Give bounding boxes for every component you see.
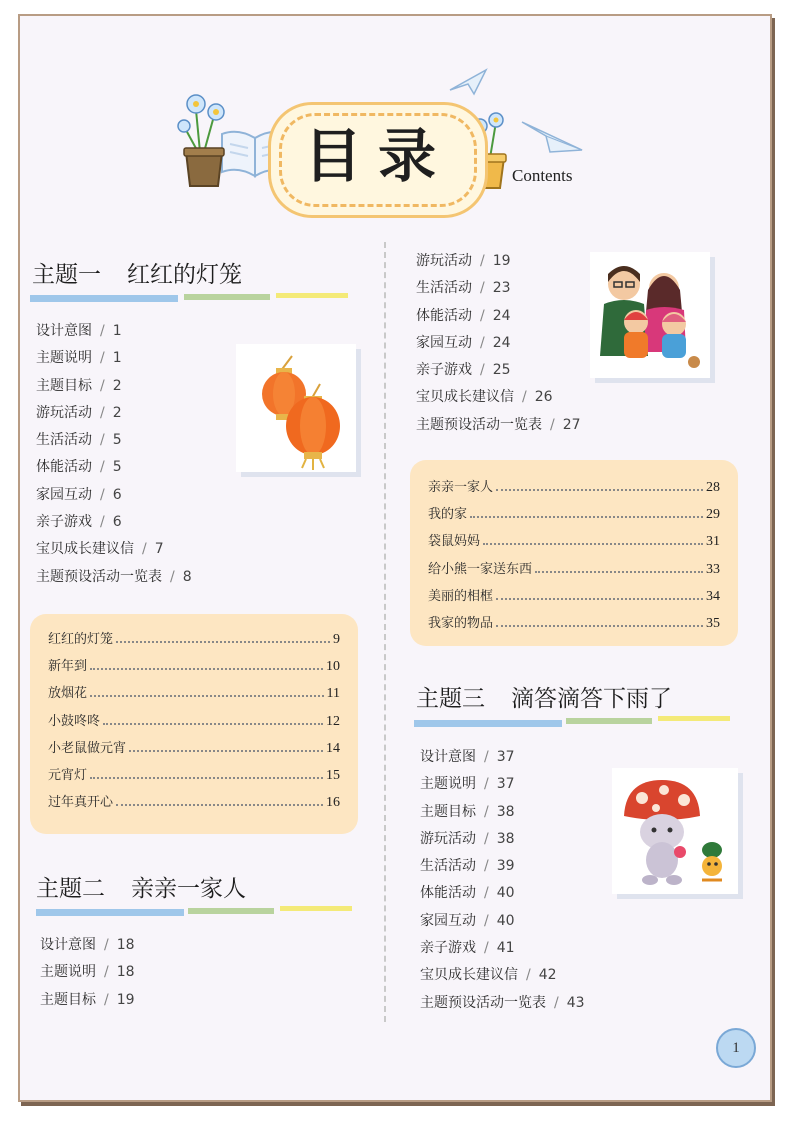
theme3-bar-green (566, 718, 652, 724)
theme3-bar-blue (414, 720, 562, 727)
activity-item-page: 14 (326, 740, 340, 756)
theme1-number: 主题一 (32, 262, 101, 288)
toc-item-separator: / (484, 912, 489, 929)
toc-item-page: 37 (496, 776, 515, 793)
toc-item-separator: / (142, 541, 147, 558)
toc-item-page: 40 (496, 885, 515, 902)
toc-item-separator: / (100, 323, 105, 339)
activity-item-page: 11 (326, 686, 340, 702)
toc-item-page: 6 (112, 486, 122, 503)
toc-item-label: 主题目标 (420, 803, 476, 820)
toc-item-separator: / (100, 514, 105, 531)
toc-item-label: 主题目标 (36, 377, 92, 394)
toc-item-page: 23 (492, 280, 511, 297)
paper-plane-icon (448, 68, 488, 96)
activity-item[interactable] (48, 653, 340, 680)
activity-item[interactable] (48, 789, 340, 816)
theme1-bar-yellow (276, 293, 348, 298)
activity-item-label: 元宵灯 (48, 767, 88, 783)
theme2-toc-list-right (416, 248, 581, 439)
activity-item-page: 28 (706, 480, 720, 495)
activity-item-label: 我家的物品 (428, 615, 494, 631)
toc-item-label: 主题预设活动一览表 (36, 568, 162, 585)
toc-item[interactable] (36, 345, 192, 372)
toc-item-separator: / (484, 830, 489, 847)
toc-item-label: 生活活动 (36, 432, 92, 449)
activity-item-leader (496, 598, 703, 600)
activity-item-leader (90, 668, 323, 670)
toc-item-page: 38 (496, 830, 515, 847)
toc-item-page: 2 (112, 377, 122, 394)
activity-item-label: 新年到 (48, 659, 88, 675)
theme2-activity-list (428, 474, 720, 637)
activity-item-leader (483, 543, 703, 545)
toc-item[interactable] (420, 880, 585, 907)
toc-item-label: 生活活动 (420, 858, 476, 875)
toc-item-label: 生活活动 (416, 280, 472, 297)
toc-item-page: 5 (112, 432, 122, 449)
toc-item[interactable] (420, 744, 585, 771)
toc-item-label: 主题预设活动一览表 (420, 994, 546, 1011)
toc-item[interactable] (36, 454, 192, 481)
activity-item[interactable] (428, 556, 720, 583)
toc-item-label: 主题说明 (420, 776, 476, 793)
toc-item[interactable] (416, 303, 581, 330)
toc-item[interactable] (420, 935, 585, 962)
activity-item-page: 10 (326, 659, 340, 675)
toc-item-label: 游玩活动 (36, 404, 92, 421)
activity-item-label: 袋鼠妈妈 (428, 534, 481, 550)
theme2-bar-yellow (280, 906, 352, 911)
toc-item-label: 体能活动 (420, 885, 476, 902)
activity-item-label: 给小熊一家送东西 (428, 561, 533, 577)
toc-item-page: 27 (562, 416, 581, 433)
toc-item-separator: / (480, 280, 485, 297)
toc-item[interactable] (420, 771, 585, 798)
family-icon (590, 252, 710, 378)
activity-item-leader (496, 489, 703, 491)
toc-item-label: 宝贝成长建议信 (420, 967, 518, 984)
activity-item-label: 放烟花 (48, 686, 88, 702)
theme2-number: 主题二 (36, 876, 105, 902)
activity-item-label: 红红的灯笼 (48, 632, 114, 647)
toc-item-separator: / (100, 432, 105, 449)
page-subtitle: Contents (512, 166, 573, 185)
theme1-activity-box (30, 614, 358, 834)
theme1-toc-list (36, 318, 192, 591)
toc-item[interactable] (36, 400, 192, 427)
toc-item[interactable] (416, 275, 581, 302)
toc-item-label: 家园互动 (416, 334, 472, 351)
toc-item-page: 5 (112, 459, 122, 476)
toc-item-page: 6 (112, 514, 122, 531)
toc-item-separator: / (480, 334, 485, 351)
toc-item[interactable] (36, 536, 192, 563)
toc-item[interactable] (416, 357, 581, 384)
toc-item-label: 主题预设活动一览表 (416, 416, 542, 433)
toc-item-separator: / (104, 964, 109, 981)
theme1-bar-green (184, 294, 270, 300)
toc-item-label: 设计意图 (36, 323, 92, 339)
toc-item-page: 41 (496, 940, 515, 957)
toc-item-separator: / (484, 940, 489, 957)
toc-item-separator: / (484, 858, 489, 875)
title-frame (268, 102, 488, 218)
activity-item-leader (116, 641, 330, 643)
activity-item-label: 美丽的相框 (428, 588, 494, 604)
theme1-activity-list (48, 626, 340, 816)
activity-item-label: 过年真开心 (48, 795, 114, 811)
toc-item[interactable] (416, 384, 581, 411)
activity-item[interactable] (428, 583, 720, 610)
toc-item-label: 设计意图 (40, 937, 96, 953)
toc-item-label: 主题目标 (40, 991, 96, 1008)
toc-item-page: 38 (496, 803, 515, 820)
activity-item-leader (116, 804, 323, 806)
toc-item[interactable] (416, 248, 581, 275)
activity-item-page: 16 (326, 795, 340, 811)
family-picture-frame (590, 252, 710, 378)
activity-item[interactable] (48, 626, 340, 653)
activity-item[interactable] (428, 610, 720, 637)
activity-item-page: 29 (706, 507, 720, 523)
theme3-bar-yellow (658, 716, 730, 721)
toc-item-label: 体能活动 (416, 307, 472, 324)
theme2-name: 亲亲一家人 (131, 876, 246, 902)
toc-item-separator: / (104, 991, 109, 1008)
toc-item-separator: / (100, 486, 105, 503)
toc-item-separator: / (484, 749, 489, 765)
toc-item[interactable] (36, 564, 192, 591)
theme3-number: 主题三 (416, 686, 485, 712)
toc-item-separator: / (522, 389, 527, 406)
theme3-toc-list (420, 744, 585, 1017)
toc-item[interactable] (420, 799, 585, 826)
activity-item-label: 小鼓咚咚 (48, 713, 101, 729)
flower-pot-icon (174, 86, 234, 190)
toc-item-page: 39 (496, 858, 515, 875)
activity-item[interactable] (428, 528, 720, 555)
toc-item-separator: / (170, 568, 175, 585)
column-divider (384, 242, 386, 1022)
activity-item[interactable] (48, 680, 340, 707)
toc-item-separator: / (100, 350, 105, 367)
activity-item-label: 小老鼠做元宵 (48, 740, 127, 756)
theme2-activity-box (410, 460, 738, 646)
activity-item-page: 35 (706, 615, 720, 631)
toc-item[interactable] (36, 427, 192, 454)
activity-item-page: 15 (326, 767, 340, 783)
activity-item-page: 12 (326, 713, 340, 729)
activity-item[interactable] (48, 708, 340, 735)
toc-item-separator: / (480, 362, 485, 379)
toc-item-separator: / (526, 967, 531, 984)
toc-item-page: 25 (492, 362, 511, 379)
toc-item[interactable] (36, 509, 192, 536)
toc-item[interactable] (36, 318, 192, 345)
activity-item-leader (535, 571, 703, 573)
toc-item[interactable] (416, 330, 581, 357)
activity-item[interactable] (48, 762, 340, 789)
toc-item[interactable] (40, 959, 135, 986)
toc-item-page: 18 (116, 937, 135, 953)
activity-item[interactable] (428, 474, 720, 501)
toc-item-page: 8 (182, 568, 192, 585)
activity-item-label: 我的家 (428, 507, 468, 523)
toc-item-page: 1 (112, 350, 122, 367)
toc-item[interactable] (40, 932, 135, 959)
theme2-bar-green (188, 908, 274, 914)
page-title: 目录 (303, 122, 452, 190)
toc-item[interactable] (420, 908, 585, 935)
paper-plane-icon (520, 112, 584, 156)
activity-item-leader (129, 750, 323, 752)
toc-item-label: 亲子游戏 (416, 362, 472, 379)
toc-item-separator: / (480, 253, 485, 269)
toc-item-page: 7 (154, 541, 164, 558)
toc-item-label: 家园互动 (420, 912, 476, 929)
page-number-badge: 1 (716, 1028, 756, 1068)
mushroom-icon (612, 768, 738, 894)
toc-item-label: 家园互动 (36, 486, 92, 503)
toc-item-page: 19 (116, 991, 135, 1008)
theme1-bar-blue (30, 295, 178, 302)
theme2-heading (36, 870, 246, 903)
activity-item-leader (470, 516, 703, 518)
toc-item-page: 40 (496, 912, 515, 929)
toc-item[interactable] (420, 853, 585, 880)
theme3-heading (416, 680, 672, 713)
theme1-name: 红红的灯笼 (127, 262, 242, 288)
activity-item-page: 9 (333, 632, 340, 647)
mushroom-picture-frame (612, 768, 738, 894)
lantern-icon (236, 344, 356, 472)
toc-item-separator: / (554, 994, 559, 1011)
toc-item[interactable] (416, 412, 581, 439)
toc-item-page: 43 (566, 994, 585, 1011)
activity-item-leader (90, 777, 323, 779)
toc-item-label: 主题说明 (36, 350, 92, 367)
toc-item-label: 游玩活动 (420, 830, 476, 847)
toc-item-label: 亲子游戏 (36, 514, 92, 531)
toc-item-label: 游玩活动 (416, 253, 472, 269)
toc-item-label: 主题说明 (40, 964, 96, 981)
toc-item-separator: / (100, 459, 105, 476)
toc-page (18, 14, 772, 1102)
toc-item[interactable] (36, 482, 192, 509)
theme1-heading (32, 256, 242, 289)
toc-item-page: 2 (112, 404, 122, 421)
toc-item-page: 24 (492, 307, 511, 324)
toc-item-label: 宝贝成长建议信 (416, 389, 514, 406)
toc-item-separator: / (484, 803, 489, 820)
toc-item-separator: / (484, 885, 489, 902)
theme3-name: 滴答滴答下雨了 (511, 686, 672, 712)
toc-item-separator: / (480, 307, 485, 324)
toc-item-page: 37 (496, 749, 515, 765)
activity-item-page: 31 (706, 534, 720, 550)
toc-item-page: 26 (534, 389, 553, 406)
toc-item-page: 18 (116, 964, 135, 981)
toc-item[interactable] (36, 373, 192, 400)
activity-item-page: 33 (706, 561, 720, 577)
activity-item-label: 亲亲一家人 (428, 480, 494, 495)
toc-item-label: 宝贝成长建议信 (36, 541, 134, 558)
activity-item[interactable] (428, 501, 720, 528)
toc-item[interactable] (420, 826, 585, 853)
toc-item[interactable] (40, 987, 135, 1014)
activity-item-leader (90, 695, 324, 697)
toc-item-separator: / (100, 404, 105, 421)
theme2-bar-blue (36, 909, 184, 916)
theme2-toc-list-left (40, 932, 135, 1014)
toc-item-label: 体能活动 (36, 459, 92, 476)
lantern-picture-frame (236, 344, 356, 472)
activity-item[interactable] (48, 735, 340, 762)
toc-item-label: 亲子游戏 (420, 940, 476, 957)
toc-item[interactable] (420, 962, 585, 989)
toc-item-separator: / (550, 416, 555, 433)
toc-item-separator: / (484, 776, 489, 793)
toc-item-page: 42 (538, 967, 557, 984)
activity-item-leader (496, 625, 703, 627)
toc-item-page: 1 (112, 323, 122, 339)
toc-item[interactable] (420, 990, 585, 1017)
activity-item-leader (103, 723, 323, 725)
toc-item-separator: / (104, 937, 109, 953)
toc-item-separator: / (100, 377, 105, 394)
toc-item-label: 设计意图 (420, 749, 476, 765)
activity-item-page: 34 (706, 588, 720, 604)
toc-item-page: 24 (492, 334, 511, 351)
toc-item-page: 19 (492, 253, 511, 269)
